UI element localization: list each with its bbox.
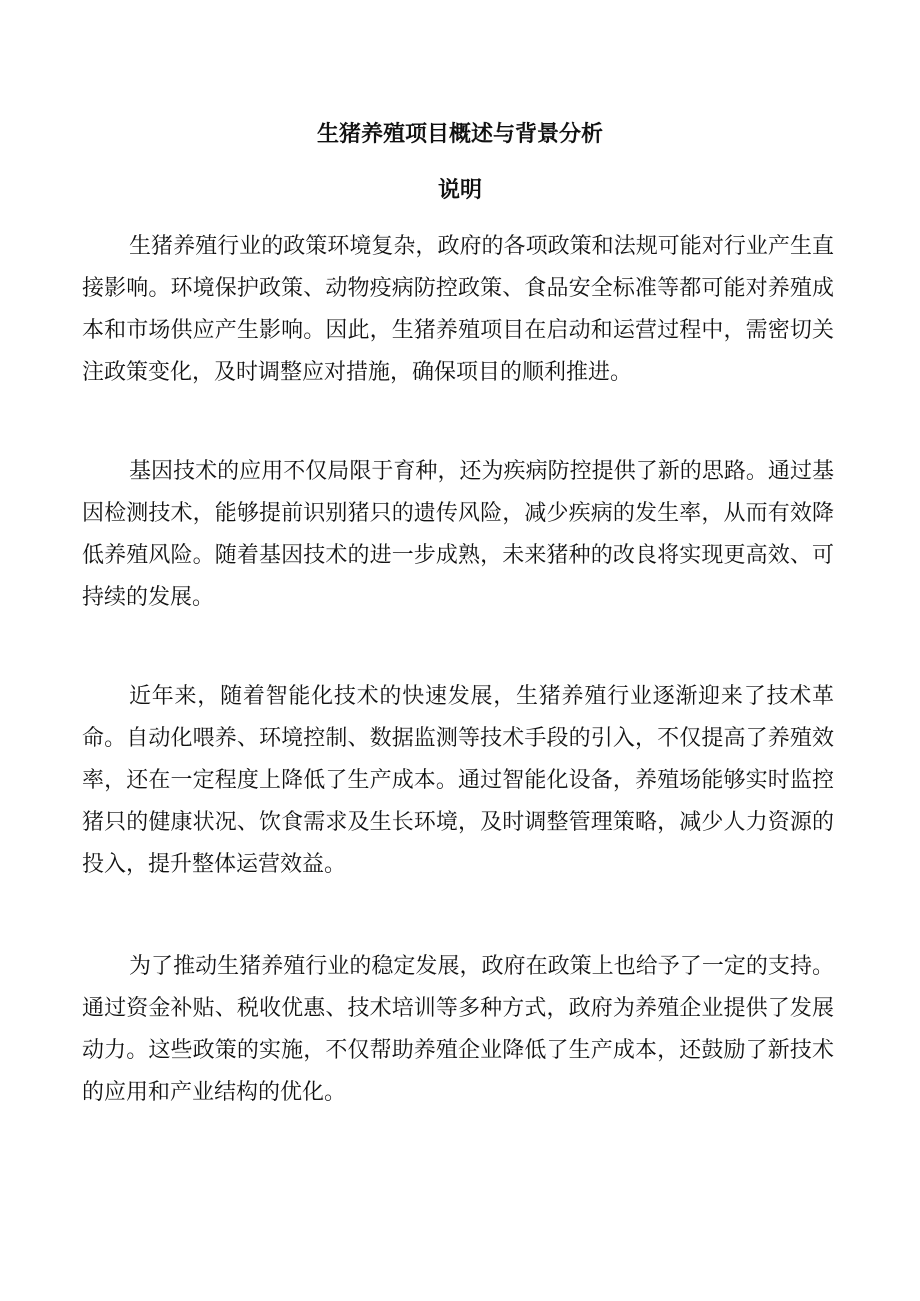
section-title: 说明: [437, 178, 482, 203]
paragraph-smart-technology: 近年来，随着智能化技术的快速发展，生猪养殖行业逐渐迎来了技术革命。自动化喂养、环境控制、数据监测等技术手段的引入，不仅提高了养殖效率，还在一定程度上降低了生产成本。通过智能化设备，养殖场能够实时监控猪只的健康状况、饮食需求及生长环境，及时调整管理策略，减少人力资源的投入，提升整体运营效益。: [82, 684, 834, 877]
paragraph-policy-environment: 生猪养殖行业的政策环境复杂，政府的各项政策和法规可能对行业产生直接影响。环境保护政策、动物疫病防控政策、食品安全标准等都可能对养殖成本和市场供应产生影响。因此，生猪养殖项目在启动和运营过程中，需密切关注政策变化，及时调整应对措施，确保项目的顺利推进。: [82, 234, 834, 385]
document-title: 生猪养殖项目概述与背景分析: [316, 122, 603, 147]
paragraph-gene-technology: 基因技术的应用不仅局限于育种，还为疾病防控提供了新的思路。通过基因检测技术，能够提前识别猪只的遗传风险，减少疾病的发生率，从而有效降低养殖风险。随着基因技术的进一步成熟，未来猪种的改良将实现更高效、可持续的发展。: [82, 459, 834, 610]
paragraph-government-support: 为了推动生猪养殖行业的稳定发展，政府在政策上也给予了一定的支持。通过资金补贴、税收优惠、技术培训等多种方式，政府为养殖企业提供了发展动力。这些政策的实施，不仅帮助养殖企业降低了生产成本，还鼓励了新技术的应用和产业结构的优化。: [82, 954, 834, 1105]
